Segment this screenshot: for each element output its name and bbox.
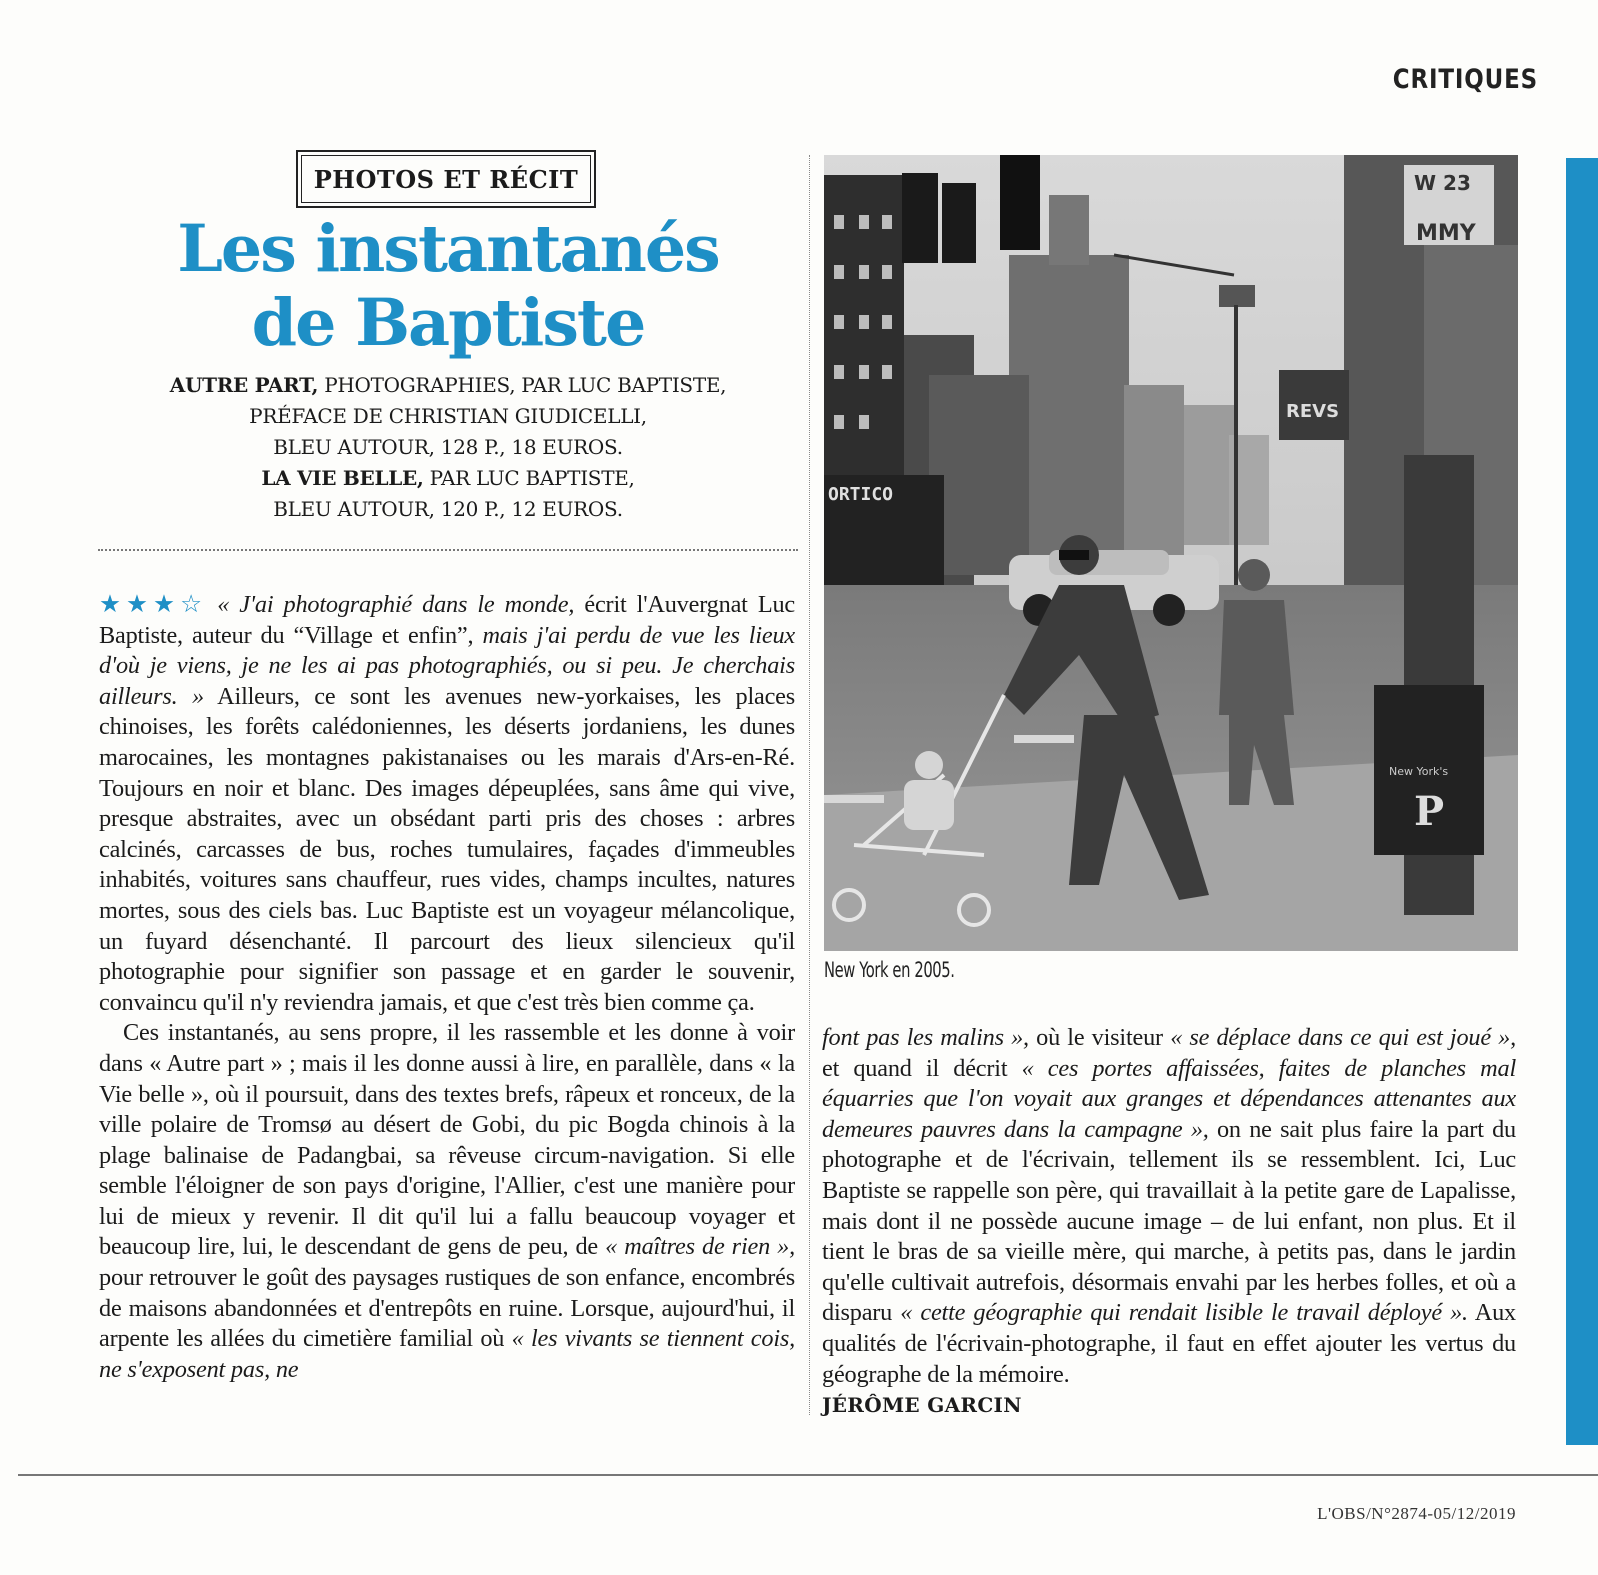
paragraph-3 bbox=[822, 1023, 1516, 1390]
quote-run: mais j'ai perdu de vue les lieux d'où je viens, je ne les ai pas photographiés, ou si peu. Je cherchais ailleurs. » bbox=[99, 621, 795, 710]
text-run: Ces instantanés, au sens propre, il les rassemble et les donne à voir dans « Autre part » ; mais il les donne aussi à lire, en parallèle, dans « la Vie belle », où il poursuit, dans des textes brefs, râpeux et ronceux, de la ville polaire de Tromsø au désert de Gobi, du pic Bogda chinois à la plage balinaise de Padangbai, sa rêveuse circum-navigation. Si elle semble l'éloigner de son pays d'origine, l'Allier, c'est une manière pour lui de mieux y revenir. Il dit qu'il lui a fallu beaucoup voyager et beaucoup lire, lui, le descendant de gens de peu, de bbox=[99, 1019, 795, 1261]
page-folio: L'OBS/N°2874-05/12/2019 bbox=[1317, 1504, 1516, 1523]
sign-revs: REVS bbox=[1286, 401, 1340, 422]
p1-text bbox=[99, 591, 795, 1016]
body-column-right bbox=[822, 1023, 1516, 1421]
title-line-2: de Baptiste bbox=[251, 285, 645, 361]
dotted-divider bbox=[98, 549, 798, 551]
quote-run: « J'ai photographié dans le monde, bbox=[207, 591, 575, 618]
street-photo-illustration bbox=[824, 155, 1518, 951]
title-line-1: Les instantanés bbox=[177, 211, 719, 287]
section-label: CRITIQUES bbox=[1392, 64, 1539, 95]
rating-stars: ★★★☆ bbox=[99, 591, 208, 618]
article-photo bbox=[824, 155, 1518, 951]
quote-run: « les vivants se tiennent cois, ne s'exposent pas, ne bbox=[99, 1325, 795, 1383]
book1-publisher: BLEU AUTOUR, 128 P., 18 EUROS. bbox=[273, 435, 623, 459]
paragraph-2 bbox=[99, 1018, 795, 1385]
quote-run: « se déplace dans ce qui est joué », bbox=[1170, 1024, 1516, 1051]
text-run: on ne sait plus faire la part du photographe et de l'écrivain, tellement ils se ressemblent. Ici, Luc Baptiste se rappelle son père, qui travaillait à la petite gare de Lapalisse, mais dont il ne possède aucune image – de lui enfant, non plus. Et il tient le bras de sa vieille mère, qui marche, à petits pas, dans le jardin qu'elle cultivait autrefois, désormais envahi par les herbes folles, et où a disparu bbox=[822, 1115, 1516, 1327]
quote-run: « ces portes affaissées, faites de planches mal équarries que l'on voyait aux granges et dépendances attenantes aux demeures pauvres dans la campagne », bbox=[822, 1054, 1516, 1143]
text-run: et quand il décrit bbox=[822, 1054, 1022, 1082]
column-divider bbox=[809, 155, 810, 1415]
sign-p: P bbox=[1414, 788, 1445, 835]
text-run: Ailleurs, ce sont les avenues new-yorkaises, les places chinoises, les forêts calédoniennes, les déserts jordaniens, les dunes marocaines, les montagnes pakistanaises ou les marais d'Ars-en-Ré. Toujours en noir et blanc. Des images dépeuplées, sans âme qui vive, presque abstraites, avec un obsédant parti pris des choses : arbres calcinés, carcasses de bus, roches tumulaires, façades d'immeubles inhabités, voitures sans chauffeur, rues vides, champs incultes, natures mortes, sous des ciels bas. Luc Baptiste est un voyageur mélancolique, un fuyard désenchanté. Il parcourt des lieux silencieux qu'il photographie pour signifier son passage et en garder le souvenir, convaincu qu'il n'y reviendra jamais, et que c'est très bien comme ça. bbox=[99, 682, 796, 1016]
book2-publisher: BLEU AUTOUR, 120 P., 12 EUROS. bbox=[273, 497, 623, 521]
category-box bbox=[296, 150, 596, 208]
quote-run: « maîtres de rien », bbox=[605, 1233, 795, 1261]
quote-run: font pas les malins », bbox=[822, 1024, 1029, 1051]
sign-mmy: MMY bbox=[1416, 221, 1476, 246]
book1-preface: PRÉFACE DE CHRISTIAN GIUDICELLI, bbox=[249, 404, 647, 428]
paragraph-1 bbox=[99, 590, 795, 1018]
author-byline: JÉRÔME GARCIN bbox=[822, 1393, 1022, 1418]
text-run: pour retrouver le goût des paysages rustiques de son enfance, encombrés de maisons abandonnées et d'entrepôts en ruine. Lorsque, aujourd'hui, il arpente les allées du cimetière familial où bbox=[99, 1264, 795, 1353]
bibliography bbox=[98, 370, 798, 525]
text-run: Aux qualités de l'écrivain-photographe, il faut en effet ajouter les vertus du géographe de la mémoire. bbox=[822, 1299, 1516, 1388]
sign-23: W 23 bbox=[1414, 171, 1471, 195]
body-column-left bbox=[99, 590, 795, 1385]
text-run: écrit l'Auvergnat Luc Baptiste, auteur du “Village et enfin”, bbox=[99, 591, 795, 649]
text-run: où le visiteur bbox=[1028, 1024, 1171, 1051]
footer-rule bbox=[18, 1474, 1598, 1476]
book2-title: LA VIE BELLE, bbox=[261, 466, 424, 490]
category-label: PHOTOS ET RÉCIT bbox=[301, 155, 591, 203]
book1-details: PHOTOGRAPHIES, PAR LUC BAPTISTE, bbox=[318, 373, 727, 397]
book2-details: PAR LUC BAPTISTE, bbox=[423, 466, 635, 490]
sign-newyorks: New York's bbox=[1389, 765, 1449, 778]
accent-bar bbox=[1566, 158, 1598, 1445]
article-title bbox=[98, 212, 798, 360]
photo-caption: New York en 2005. bbox=[824, 958, 955, 982]
book1-title: AUTRE PART, bbox=[169, 373, 319, 397]
quote-run: « cette géographie qui rendait lisible le travail déployé ». bbox=[900, 1299, 1468, 1327]
sign-ortico: ORTICO bbox=[828, 484, 894, 505]
